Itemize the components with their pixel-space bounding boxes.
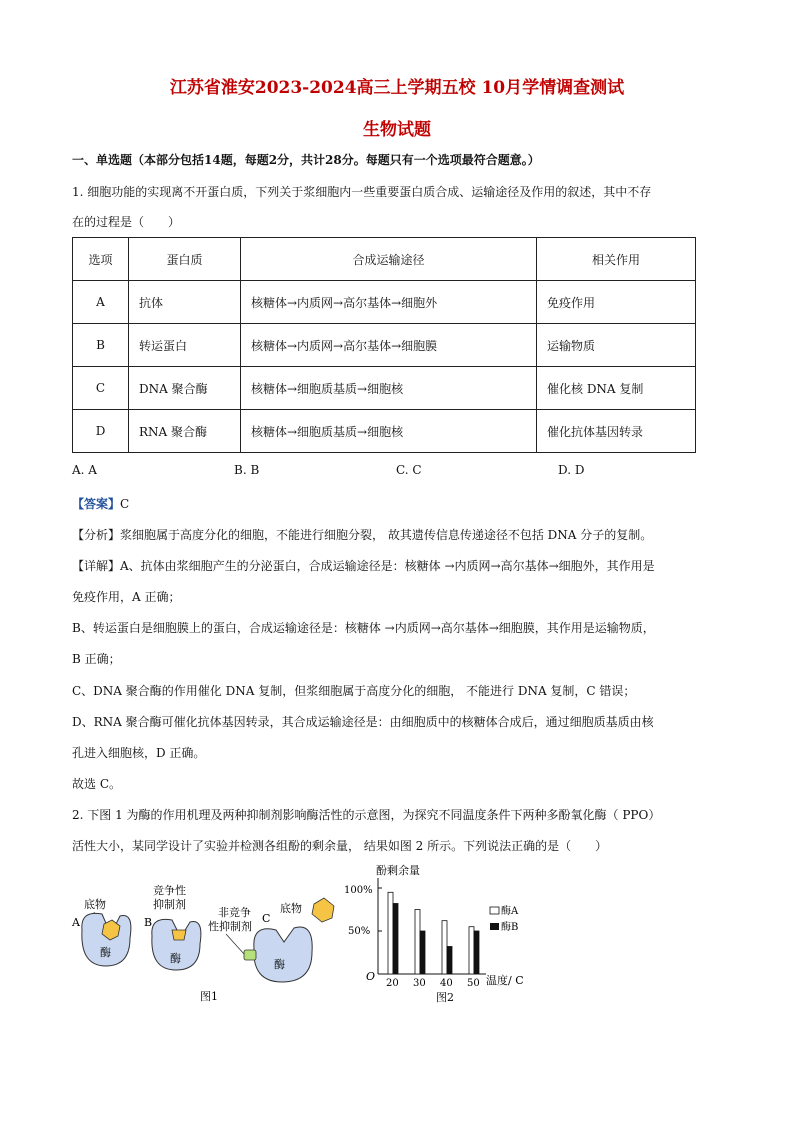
q1-option-a: A. A — [72, 463, 97, 477]
figure1-noncompetitive-label-2: 性抑制剂 — [208, 920, 252, 933]
table-row — [73, 367, 696, 410]
competitive-inhibitor-shape — [172, 930, 186, 940]
table-header-cell: 合成运输途径 — [241, 238, 537, 281]
q1-analysis — [72, 526, 722, 544]
table-cell: 核糖体→内质网→高尔基体→细胞膜 — [241, 324, 537, 367]
table-cell: 免疫作用 — [537, 281, 696, 324]
table-cell: 抗体 — [129, 281, 241, 324]
figure2-xtick-label: 20 — [386, 978, 399, 989]
figure2-ylabel: 酚剩余量 — [376, 864, 420, 877]
table-header-cell: 选项 — [73, 238, 129, 281]
table-cell: 运输物质 — [537, 324, 696, 367]
q1-detail-a1 — [72, 557, 722, 575]
q1-detail-a2: 免疫作用，A 正确； — [72, 590, 181, 604]
figure1-caption: 图1 — [200, 990, 218, 1003]
figure1-competitive-label-1: 竞争性 — [153, 884, 186, 897]
q1-option-d: D. D — [558, 463, 585, 477]
bar-enzyme-b-20 — [393, 903, 398, 974]
figure1-enzyme-label-c: 酶 — [274, 958, 285, 971]
q1-detail-c1: C、DNA 聚合酶的作用催化 DNA 复制，但浆细胞属于高度分化的细胞， 不能进行 DNA 复制，C 错误； — [72, 684, 636, 698]
bar-enzyme-b-50 — [474, 931, 479, 974]
legend-swatch-enzyme-a — [490, 907, 499, 914]
figure2-ytick-100: 100% — [344, 885, 373, 896]
q1-options-table — [72, 237, 696, 453]
figure1-competitive-label-2: 抑制剂 — [153, 898, 186, 911]
table-header-row — [73, 238, 696, 281]
detail-text: A、抗体由浆细胞产生的分泌蛋白，合成运输途径是：核糖体 →内质网→高尔基体→细胞外，其作用是 — [120, 559, 655, 573]
figure2-xtick-label: 50 — [467, 978, 480, 989]
detail-label: 【详解】 — [72, 559, 121, 573]
bar-enzyme-b-40 — [447, 946, 452, 974]
section-heading: 一、单选题（本部分包括14题，每题2分，共计28分。每题只有一个选项最符合题意。） — [72, 153, 540, 167]
table-cell: DNA 聚合酶 — [129, 367, 241, 410]
figure1-label-c: C — [262, 912, 271, 925]
answer-value: C — [120, 497, 130, 511]
table-cell: 核糖体→细胞质基质→细胞核 — [241, 367, 537, 410]
table-header-cell: 相关作用 — [537, 238, 696, 281]
bar-enzyme-a-40 — [442, 921, 447, 974]
document-title: 江苏省淮安2023-2024高三上学期五校 10月学情调查测试 — [169, 78, 625, 98]
table-cell: 催化抗体基因转录 — [537, 410, 696, 453]
bar-enzyme-a-20 — [388, 892, 393, 974]
figure2-xlabel: 温度/ C — [486, 974, 524, 987]
analysis-text: 浆细胞属于高度分化的细胞，不能进行细胞分裂， 故其遗传信息传递途径不包括 DNA 分子的复制。 — [120, 528, 653, 542]
answer-label: 【答案】 — [72, 497, 121, 511]
table-cell: 核糖体→内质网→高尔基体→细胞外 — [241, 281, 537, 324]
figure2-origin: O — [366, 970, 376, 983]
figure1-noncompetitive-label-1: 非竞争 — [218, 906, 251, 919]
bar-enzyme-b-30 — [420, 931, 425, 974]
table-cell: D — [73, 410, 129, 453]
figure1-substrate-label-c: 底物 — [280, 902, 302, 915]
q1-detail-b1: B、转运蛋白是细胞膜上的蛋白，合成运输途径是：核糖体 →内质网→高尔基体→细胞膜，其作用是运输物质， — [72, 621, 655, 635]
table-row — [73, 281, 696, 324]
table-header-cell: 蛋白质 — [129, 238, 241, 281]
table-cell: RNA 聚合酶 — [129, 410, 241, 453]
table-cell: 转运蛋白 — [129, 324, 241, 367]
q1-detail-d2: 孔进入细胞核，D 正确。 — [72, 746, 206, 760]
table-cell: 催化核 DNA 复制 — [537, 367, 696, 410]
figure1-enzyme-diagram — [68, 870, 352, 1010]
legend-label-enzyme-a: 酶A — [501, 906, 519, 917]
bar-enzyme-a-50 — [469, 927, 474, 974]
figure1-enzyme-label-a: 酶 — [100, 946, 111, 959]
figure2-xtick-label: 40 — [440, 978, 453, 989]
figure2-caption: 图2 — [436, 991, 454, 1004]
table-cell: A — [73, 281, 129, 324]
q1-answer — [72, 495, 722, 513]
q1-option-c: C. C — [396, 463, 422, 477]
figure1-label-b: B — [144, 916, 153, 929]
analysis-label: 【分析】 — [72, 528, 121, 542]
substrate-shape-c — [312, 898, 334, 922]
figure2-ytick-50: 50% — [348, 926, 371, 937]
q1-stem-line1: 1. 细胞功能的实现离不开蛋白质，下列关于浆细胞内一些重要蛋白质合成、运输途径及作用的叙述，其中不存 — [72, 185, 652, 199]
figure1-substrate-label-a: 底物 — [84, 898, 106, 911]
table-cell: 核糖体→细胞质基质→细胞核 — [241, 410, 537, 453]
q1-option-b: B. B — [234, 463, 260, 477]
figure1-label-a: A — [72, 916, 80, 929]
table-row — [73, 410, 696, 453]
q2-stem-line2: 活性大小，某同学设计了实验并检测各组酚的剩余量， 结果如图 2 所示。下列说法正确的是（ ） — [72, 839, 608, 853]
bar-enzyme-a-30 — [415, 910, 420, 975]
document-subtitle: 生物试题 — [363, 120, 431, 140]
figure2-bar-chart — [336, 860, 546, 1005]
q1-stem-line2: 在的过程是（ ） — [72, 215, 181, 229]
legend-swatch-enzyme-b — [490, 923, 499, 930]
table-cell: C — [73, 367, 129, 410]
q1-detail-b2: B 正确； — [72, 652, 121, 666]
legend-label-enzyme-b: 酶B — [501, 922, 519, 933]
figure1-enzyme-label-b: 酶 — [170, 952, 181, 965]
q1-detail-d1: D、RNA 聚合酶可催化抗体基因转录，其合成运输途径是：由细胞质中的核糖体合成后，通过细胞质基质由核 — [72, 715, 654, 729]
q2-stem-line1: 2. 下图 1 为酶的作用机理及两种抑制剂影响酶活性的示意图，为探究不同温度条件下两种多酚氧化酶（ PPO） — [72, 808, 661, 822]
noncompetitive-inhibitor-shape — [244, 950, 256, 960]
table-cell: B — [73, 324, 129, 367]
q1-conclusion: 故选 C。 — [72, 777, 121, 791]
enzyme-shape-c — [254, 927, 312, 982]
figure2-xtick-label: 30 — [413, 978, 426, 989]
table-row — [73, 324, 696, 367]
